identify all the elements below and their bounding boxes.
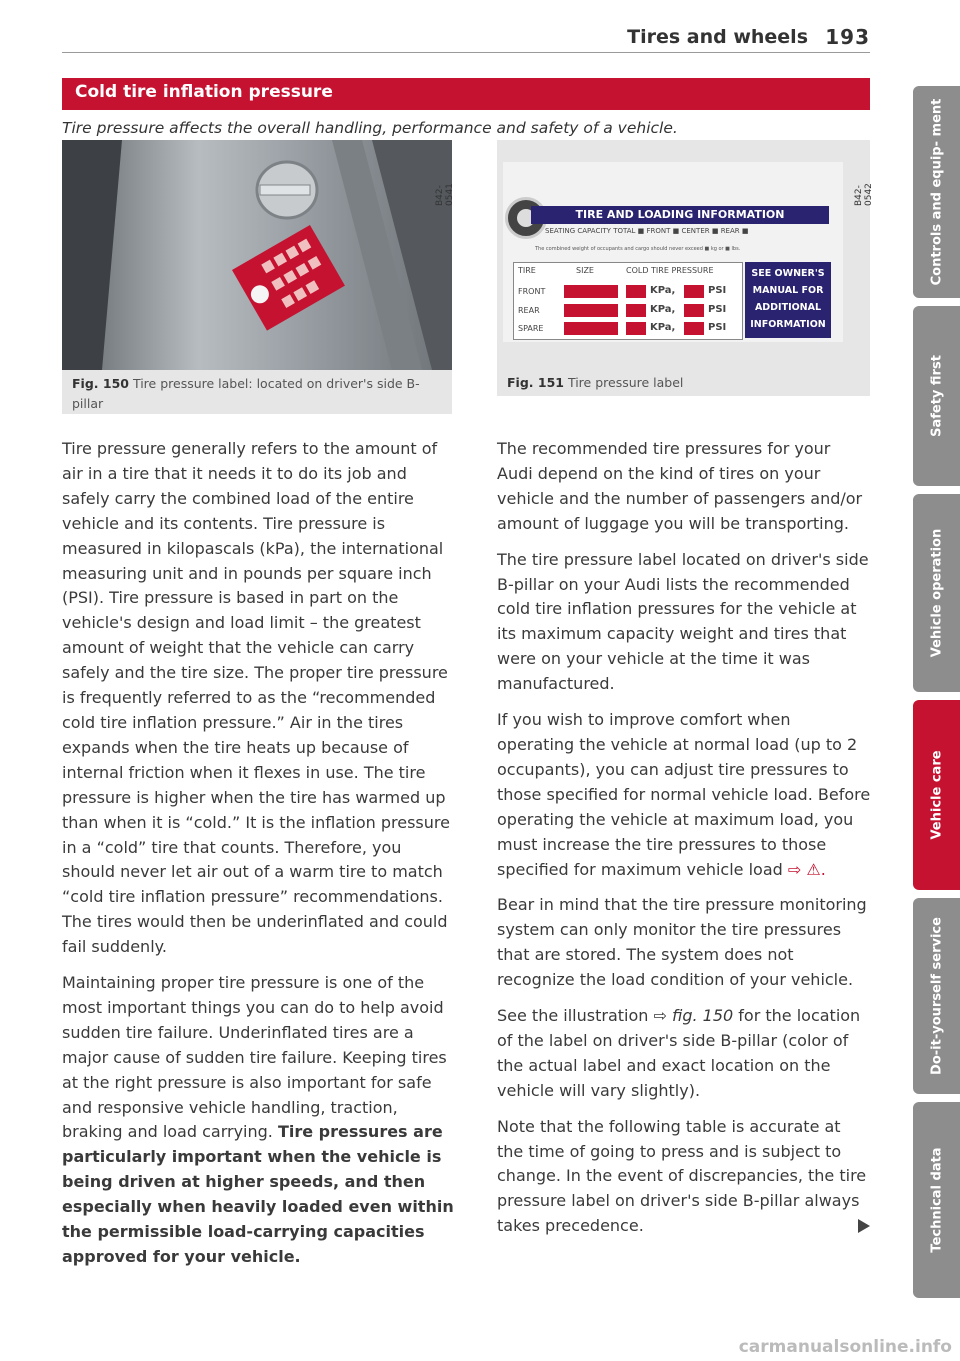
paragraph: Note that the following table is accurate at the time of going to press and is subject to change. In the event of discrepancies, the tire pressure label on driver's side B-pillar always takes precedence. bbox=[497, 1116, 867, 1236]
paragraph: The recommended tire pressures for your Audi depend on the kind of tires on your vehicle and the number of passengers and/or amount of luggage you will be transporting. bbox=[497, 439, 863, 533]
panel-title: TIRE AND LOADING INFORMATION bbox=[531, 206, 829, 224]
figure-label: Fig. 151 bbox=[507, 375, 564, 390]
tab-safety[interactable]: Safety first bbox=[913, 306, 960, 486]
watermark: carmanualsonline.info bbox=[738, 1337, 952, 1357]
figure-caption bbox=[72, 374, 447, 414]
tab-vehicle-care[interactable]: Vehicle care bbox=[913, 700, 960, 890]
figure-code: B42-0542 bbox=[854, 183, 874, 206]
page-header bbox=[62, 22, 870, 53]
page-subtitle: Tire pressure affects the overall handling, performance and safety of a vehicle. bbox=[62, 119, 678, 137]
right-column bbox=[497, 437, 871, 1250]
page-title: Cold tire inflation pressure bbox=[75, 82, 333, 102]
see-owner-box: SEE OWNER'S MANUAL FOR ADDITIONAL INFORMATION bbox=[745, 262, 831, 338]
figure-caption-text: Tire pressure label bbox=[567, 375, 684, 390]
paragraph: The tire pressure label located on driver's side B-pillar on your Audi lists the recommended cold tire inflation pressures for the vehicle at its maximum capacity weight and tires that were on your vehicle at the time it was manufactured. bbox=[497, 549, 869, 694]
figure-caption bbox=[507, 373, 867, 393]
combined-text: The combined weight of occupants and cargo should never exceed ■ kg or ■ lbs. bbox=[535, 246, 741, 252]
tab-controls[interactable]: Controls and equip- ment bbox=[913, 86, 960, 298]
bold-text: Tire pressures are particularly important when the vehicle is being driven at higher speeds, and then especially when heavily loaded even within the permissible load-carrying capacities approved for your vehicle. bbox=[62, 1122, 454, 1266]
paragraph: Maintaining proper tire pressure is one of the most important things you can do to help avoid sudden tire failure. Underinflated tires are a major cause of sudden tire failure. Keeping tires at the right pressure is also important for safe and responsive vehicle handling, traction, braking and load carrying. Tire pressures are particularly important when the vehicle is being driven at higher speeds, and then especially when heavily loaded even within the permissible load-carrying capacities approved for your vehicle. bbox=[62, 973, 454, 1266]
continue-arrow-icon bbox=[858, 1219, 870, 1233]
seating-row: SEATING CAPACITY TOTAL ■ FRONT ■ CENTER ■ REAR ■ bbox=[545, 227, 749, 235]
figure-reference-link[interactable]: ⇨ fig. 150 bbox=[653, 1006, 734, 1026]
tab-vehicle-operation[interactable]: Vehicle operation bbox=[913, 494, 960, 692]
paragraph: See the illustration ⇨ fig. 150 for the location of the label on driver's side B-pillar (color of the actual label and exact location on the vehicle will vary slightly). bbox=[497, 1006, 861, 1100]
warning-reference-link[interactable]: ⇨ ⚠. bbox=[787, 859, 826, 879]
tab-do-it-yourself[interactable]: Do-it-yourself service bbox=[913, 898, 960, 1094]
figure-151 bbox=[497, 140, 874, 396]
title-bar bbox=[62, 78, 870, 110]
paragraph: Tire pressure generally refers to the amount of air in a tire that it needs it to do its job and safely carry the combined load of the entire vehicle and its contents. Tire pressure is measured in kilopascals (kPa), the international measuring unit and in pounds per square inch (PSI). Tire pressure is based in part on the vehicle's design and load limit – the greatest amount of weight that the vehicle can carry safely and the tire size. The proper tire pressure is frequently referred to as the “recommended cold tire inflation pressure.” Air in the tires expands when the tire heats up because of internal friction when it flexes in use. The tire pressure is higher when the tire has warmed up than when it is “cold.” It is the inflation pressure in a “cold” tire that counts. Therefore, you should never let air out of a warm tire to match “cold tire inflation pressure” recommendations. The tires would then be underinflated and could fail suddenly. bbox=[62, 439, 450, 957]
page-number: 193 bbox=[825, 25, 870, 49]
pressure-table: TIRE SIZE COLD TIRE PRESSURE FRONT REAR SPARE KPa, KPa, KPa, PSI PSI PSI bbox=[513, 262, 743, 340]
paragraph: If you wish to improve comfort when operating the vehicle at normal load (up to 2 occupants), you can adjust tire pressures to those specified for normal vehicle load. Before operating the vehicle at maximum load, you must increase the tire pressures to those specified for maximum vehicle load ⇨ ⚠. bbox=[497, 708, 871, 882]
figure-150 bbox=[62, 140, 455, 414]
b-pillar-photo bbox=[62, 140, 452, 370]
section-title: Tires and wheels bbox=[627, 26, 808, 48]
tire-label-panel bbox=[503, 162, 843, 342]
figure-label: Fig. 150 bbox=[72, 376, 129, 391]
figure-code: B42-0541 bbox=[435, 183, 455, 206]
paragraph: Bear in mind that the tire pressure monitoring system can only monitor the tire pressures that are stored. The system does not recognize the load condition of your vehicle. bbox=[497, 895, 867, 990]
left-column bbox=[62, 437, 454, 1281]
tab-technical-data[interactable]: Technical data bbox=[913, 1102, 960, 1298]
figure-caption-text: Tire pressure label: located on driver's side B-pillar bbox=[72, 376, 420, 411]
